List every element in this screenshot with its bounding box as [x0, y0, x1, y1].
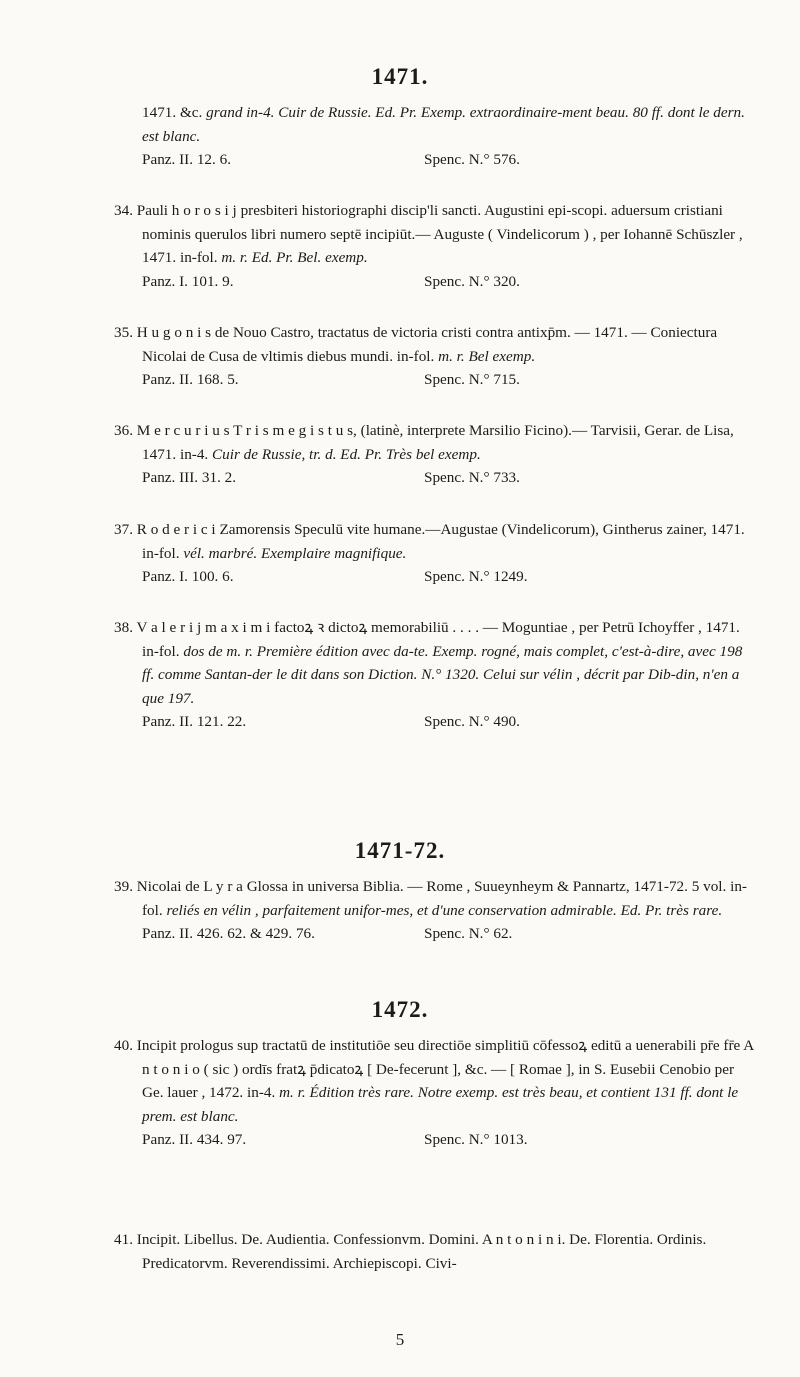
panzer-reference: Panz. II. 12. 6.: [142, 151, 231, 168]
catalog-entry: [114, 518, 754, 589]
catalog-entry: [114, 875, 754, 946]
catalog-entry: [114, 199, 754, 293]
panzer-reference: Panz. I. 101. 9.: [142, 272, 234, 290]
entry-text: Pauli h o r o s i j presbiteri historiographi discip'li sancti. Augustini epi-scopi. aduersum cristiani nominis querulos libri numero septē incipiūt.— Auguste ( Vindelicorum ) , per Iohannē Schūszler , 1471. in-fol.: [136, 202, 743, 266]
entry-text: Incipit. Libellus. De. Audientia. Confessionvm. Domini. A n t o n i n i. De. Florentia. Ordinis. Predicatorvm. Reverendissimi. Archiepiscopi. Civi-: [136, 1231, 707, 1272]
panzer-reference: Panz. II. 168. 5.: [142, 371, 239, 388]
entry-text: M e r c u r i u s T r i s m e g i s t u s, (latinè, interprete Marsilio Ficino).— Tarvisii, Gerar. de Lisa, 1471. in-4.: [136, 422, 734, 463]
page-number: 5: [395, 1330, 405, 1349]
entry-description: Cuir de Russie, tr. d. Ed. Pr. Très bel exemp.: [212, 445, 481, 463]
entry-text: R o d e r i c i Zamorensis Speculū vite humane.—Augustae (Vindelicorum), Gintherus zainer, 1471. in-fol.: [136, 521, 745, 562]
entry-text: Nicolai de L y r a Glossa in universa Biblia. — Rome , Suueynheym & Pannartz, 1471-72. 5 vol. in-fol.: [136, 878, 747, 919]
spencer-reference: Spenc. N.° 320.: [424, 272, 520, 290]
year-heading: 1472.: [371, 997, 429, 1022]
entry-text: Incipit prologus sup tractatū de institutiōe seu directiōe simplitiū cōfessoꝝ editū a uenerabili pr̄e fr̄e A n t o n i o ( sic ) ordīs fratꝝ p̄dicatoꝝ [ De-fecerunt ], &c. — [ Romae ], in S. Eusebii Cenobio per Ge. lauer , 1472. in-4.: [136, 1037, 754, 1101]
entry-number: 36.: [114, 422, 133, 439]
entry-number: 35.: [114, 324, 133, 341]
panzer-reference: Panz. III. 31. 2.: [142, 469, 237, 486]
entry-number: 34.: [114, 202, 133, 219]
entry-number: 41.: [114, 1231, 133, 1248]
entry-description: grand in-4. Cuir de Russie. Ed. Pr. Exemp. extraordinaire-ment beau. 80 ff. dont le dern. est blanc.: [142, 104, 745, 145]
catalog-entry: [114, 1034, 754, 1152]
panzer-reference: Panz. II. 434. 97.: [142, 1131, 247, 1148]
year-heading: 1471-72.: [354, 838, 446, 863]
spencer-reference: Spenc. N.° 62.: [424, 925, 513, 942]
catalog-entry: [114, 616, 754, 734]
entry-description: m. r. Bel exemp.: [438, 347, 536, 365]
entry-text: H u g o n i s de Nouo Castro, tractatus de victoria cristi contra antixp̄m. — 1471. — Coniectura Nicolai de Cusa de vltimis diebus mundi. in-fol.: [136, 324, 718, 365]
entry-number: 40.: [114, 1037, 133, 1054]
entry-number: 37.: [114, 521, 133, 538]
catalog-entry: [114, 321, 754, 392]
catalog-entry: [114, 101, 754, 172]
entry-description: m. r. Édition très rare. Notre exemp. est très beau, et contient 131 ff. dont le prem. est blanc.: [142, 1084, 739, 1125]
catalog-entry: [114, 1228, 754, 1275]
entry-number: 38.: [114, 619, 133, 636]
spencer-reference: Spenc. N.° 576.: [424, 151, 520, 168]
spencer-reference: Spenc. N.° 715.: [424, 371, 520, 388]
panzer-reference: Panz. I. 100. 6.: [142, 568, 234, 585]
year-heading: 1471.: [371, 64, 429, 89]
entry-description: vél. marbré. Exemplaire magnifique.: [183, 544, 407, 562]
entry-text: 1471. &c.: [142, 104, 207, 121]
panzer-reference: Panz. II. 121. 22.: [142, 713, 247, 730]
spencer-reference: Spenc. N.° 1013.: [424, 1131, 528, 1148]
panzer-reference: Panz. II. 426. 62. & 429. 76.: [142, 925, 315, 942]
catalog-entry: [114, 419, 754, 490]
entry-description: dos de m. r. Première édition avec da-te. Exemp. rogné, mais complet, c'est-à-dire, avec 198 ff. comme Santan-der le dit dans son Diction. N.° 1320. Celui sur vélin , décrit par Dib-din, n'en a que 197.: [142, 642, 743, 707]
spencer-reference: Spenc. N.° 1249.: [424, 568, 528, 585]
entry-number: 39.: [114, 878, 133, 895]
spencer-reference: Spenc. N.° 490.: [424, 713, 520, 730]
entry-description: reliés en vélin , parfaitement unifor-mes, et d'une conservation admirable. Ed. Pr. très rare.: [166, 901, 723, 919]
entry-text: V a l e r i j m a x i m i factoꝝ ꝛ dictoꝝ memorabiliū . . . . — Moguntiae , per Petrū Ichoyffer , 1471. in-fol.: [136, 619, 740, 660]
spencer-reference: Spenc. N.° 733.: [424, 469, 520, 486]
entry-description: m. r. Ed. Pr. Bel. exemp.: [221, 249, 368, 266]
